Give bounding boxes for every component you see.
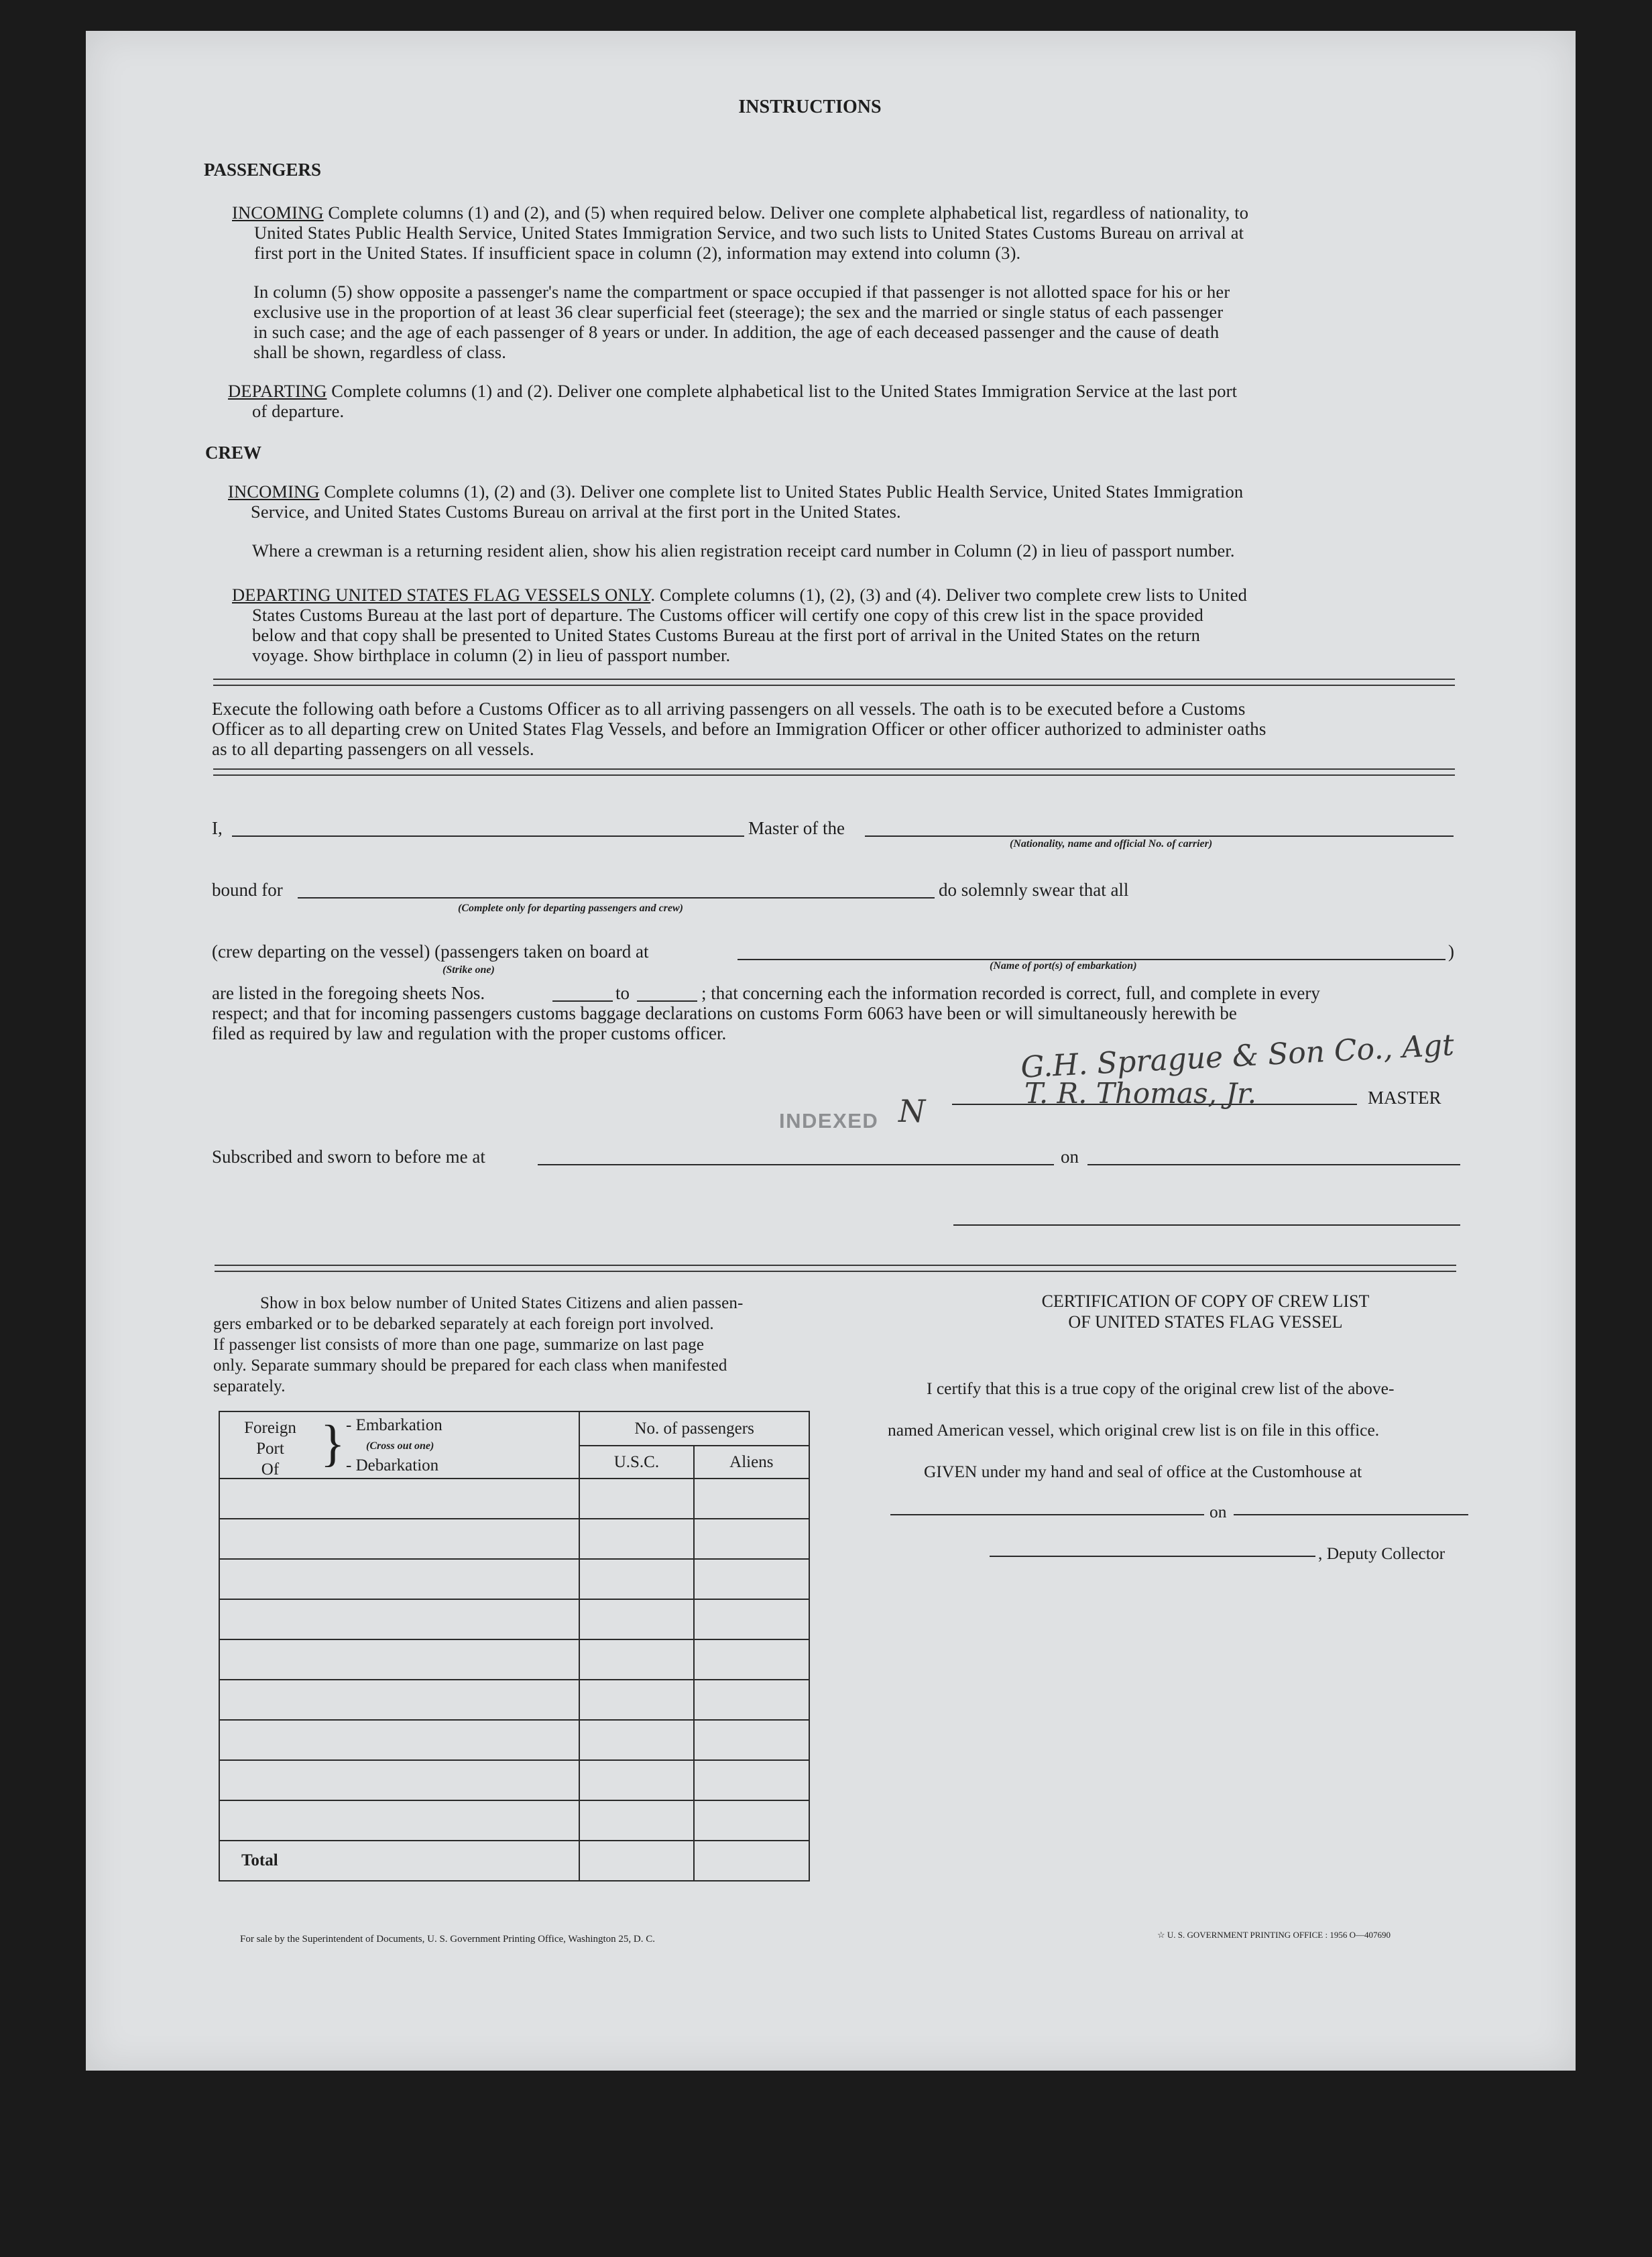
foreign-label: Foreign — [244, 1419, 296, 1437]
usc-cell[interactable] — [579, 1760, 693, 1800]
deputy-signature-field[interactable] — [990, 1556, 1315, 1557]
divider — [213, 768, 1455, 776]
indexed-stamp: INDEXED — [779, 1109, 879, 1133]
form-page — [86, 31, 1576, 2071]
footer-right: ☆ U. S. GOVERNMENT PRINTING OFFICE : 1956 O—407690 — [1157, 1930, 1391, 1940]
bound-for-label: bound for — [212, 880, 283, 900]
sworn-date-field[interactable] — [1087, 1164, 1460, 1165]
passengers-incoming-block — [232, 202, 1248, 263]
sworn-on-label: on — [1061, 1147, 1079, 1167]
passenger-summary-table — [219, 1411, 810, 1882]
aliens-cell[interactable] — [694, 1599, 809, 1639]
port-cell[interactable] — [219, 1639, 579, 1680]
customhouse-field[interactable] — [890, 1514, 1204, 1515]
master-signature: T. R. Thomas, Jr. — [1024, 1077, 1256, 1110]
aliens-cell[interactable] — [694, 1639, 809, 1680]
port-cell[interactable] — [219, 1519, 579, 1559]
aliens-cell[interactable] — [694, 1519, 809, 1559]
crew-incoming-label: INCOMING — [228, 481, 320, 502]
cross-out-caption: (Cross out one) — [366, 1440, 434, 1452]
aliens-total-cell[interactable] — [694, 1841, 809, 1881]
bound-for-field[interactable] — [298, 897, 935, 899]
passengers-departing-line: of departure. — [252, 401, 345, 421]
total-row — [219, 1841, 809, 1881]
usc-total-cell[interactable] — [579, 1841, 693, 1881]
port-header-cell — [219, 1411, 579, 1479]
respect-line: respect; and that for incoming passengers customs baggage declarations on customs Form 6063 have been or will simultaneously herewith be — [212, 1003, 1237, 1023]
usc-cell[interactable] — [579, 1559, 693, 1599]
usc-cell[interactable] — [579, 1720, 693, 1760]
oath-instructions — [212, 699, 1266, 759]
port-cell[interactable] — [219, 1559, 579, 1599]
carrier-field[interactable] — [865, 835, 1454, 837]
indexed-mark: N — [898, 1093, 926, 1129]
crew-departing-text: (crew departing on the vessel) (passengers taken on board at — [212, 941, 649, 962]
port-cell[interactable] — [219, 1760, 579, 1800]
crew-incoming-line: Service, and United States Customs Bureau on arrival at the first port in the United States. — [251, 502, 901, 522]
filed-line: filed as required by law and regulation with the proper customs officer. — [212, 1023, 727, 1043]
swear-text: do solemnly swear that all — [939, 880, 1129, 900]
summary-line: If passenger list consists of more than one page, summarize on last page — [213, 1336, 705, 1354]
aliens-cell[interactable] — [694, 1680, 809, 1720]
close-paren: ) — [1448, 941, 1454, 962]
nationality-caption: (Nationality, name and official No. of carrier) — [1010, 838, 1213, 850]
summary-line: Show in box below number of United States Citizens and alien passen- — [260, 1294, 744, 1312]
usc-cell[interactable] — [579, 1599, 693, 1639]
sheet-from-field[interactable] — [552, 1000, 613, 1002]
oath-instructions-line: Execute the following oath before a Customs Officer as to all arriving passengers on all vessels. The oath is to be executed before a Customs — [212, 699, 1246, 719]
passengers-incoming-label: INCOMING — [232, 202, 324, 223]
table-row — [219, 1559, 809, 1599]
no-passengers-header: No. of passengers — [579, 1411, 809, 1446]
master-of-the-label: Master of the — [748, 818, 845, 838]
foreign-port-of — [220, 1417, 320, 1480]
listed-text-a: are listed in the foregoing sheets Nos. — [212, 983, 485, 1003]
port-cell[interactable] — [219, 1599, 579, 1639]
aliens-cell[interactable] — [694, 1720, 809, 1760]
crew-departing-line: States Customs Bureau at the last port of departure. The Customs officer will certify one copy of this crew list in the space provided — [252, 605, 1203, 625]
table-row — [219, 1760, 809, 1800]
table-row — [219, 1720, 809, 1760]
port-cell[interactable] — [219, 1479, 579, 1519]
oath-i-label: I, — [212, 818, 223, 838]
certification-body-3: GIVEN under my hand and seal of office at the Customhouse at — [924, 1462, 1362, 1481]
column5-line: In column (5) show opposite a passenger's name the compartment or space occupied if that passenger is not allotted space for his or her — [253, 282, 1230, 302]
master-label: MASTER — [1368, 1088, 1441, 1108]
port-label: Port — [256, 1440, 284, 1458]
column5-block — [253, 282, 1230, 362]
crew-heading: CREW — [205, 443, 262, 463]
master-name-field[interactable] — [232, 835, 744, 837]
divider — [215, 1265, 1456, 1272]
oath-instructions-line: Officer as to all departing crew on United States Flag Vessels, and before an Immigration Officer or other officer authorized to administer oaths — [212, 719, 1266, 739]
table-row — [219, 1519, 809, 1559]
port-cell[interactable] — [219, 1680, 579, 1720]
crew-incoming-line: Complete columns (1), (2) and (3). Deliver one complete list to United States Public Health Service, United States Immigration — [319, 481, 1244, 502]
strike-caption: (Strike one) — [442, 964, 495, 976]
port-cell[interactable] — [219, 1800, 579, 1841]
oath-instructions-line: as to all departing passengers on all vessels. — [212, 739, 534, 759]
aliens-header: Aliens — [694, 1446, 809, 1479]
crew-departing-label: DEPARTING UNITED STATES FLAG VESSELS ONLY — [232, 585, 651, 605]
page-title: INSTRUCTIONS — [738, 97, 882, 117]
certification-title-2: OF UNITED STATES FLAG VESSEL — [1068, 1312, 1343, 1332]
usc-cell[interactable] — [579, 1479, 693, 1519]
of-label: Of — [261, 1460, 280, 1479]
summary-line: separately. — [213, 1377, 286, 1395]
crew-departing-line: . Complete columns (1), (2), (3) and (4). Deliver two complete crew lists to United — [650, 585, 1247, 605]
embarkation-label: - Embarkation — [346, 1416, 442, 1434]
aliens-cell[interactable] — [694, 1479, 809, 1519]
debarkation-label: - Debarkation — [346, 1456, 439, 1474]
ports-caption: (Name of port(s) of embarkation) — [990, 960, 1137, 972]
footer-left: For sale by the Superintendent of Documents, U. S. Government Printing Office, Washington 25, D. C. — [240, 1934, 655, 1945]
aliens-cell[interactable] — [694, 1559, 809, 1599]
listed-text-b: ; that concerning each the information recorded is correct, full, and complete in every — [701, 983, 1320, 1003]
passengers-incoming-line: Complete columns (1) and (2), and (5) when required below. Deliver one complete alphabetical list, regardless of nationality, to — [323, 202, 1249, 223]
passengers-departing-block — [228, 381, 1237, 421]
usc-cell[interactable] — [579, 1800, 693, 1841]
divider — [213, 679, 1455, 686]
column5-line: shall be shown, regardless of class. — [253, 342, 507, 362]
officer-signature-field[interactable] — [953, 1224, 1460, 1226]
summary-line: only. Separate summary should be prepared for each class when manifested — [213, 1356, 727, 1375]
listed-to: to — [615, 983, 630, 1003]
port-cell[interactable] — [219, 1720, 579, 1760]
certification-body-1: I certify that this is a true copy of the original crew list of the above- — [927, 1379, 1395, 1398]
deputy-collector-label: , Deputy Collector — [1318, 1544, 1446, 1563]
passengers-incoming-line: United States Public Health Service, United States Immigration Service, and two such lists to United States Customs Bureau on arrival at — [254, 223, 1244, 243]
subscribed-label: Subscribed and sworn to before me at — [212, 1147, 485, 1167]
brace-icon: } — [320, 1415, 345, 1472]
crew-departing-line: below and that copy shall be presented to United States Customs Bureau at the first port of arrival in the United States on the return — [252, 625, 1200, 645]
certification-title-1: CERTIFICATION OF COPY OF CREW LIST — [1041, 1291, 1370, 1311]
table-row — [219, 1639, 809, 1680]
passengers-departing-label: DEPARTING — [228, 381, 327, 401]
crew-departing-line: voyage. Show birthplace in column (2) in lieu of passport number. — [252, 645, 731, 665]
crew-resident-alien: Where a crewman is a returning resident alien, show his alien registration receipt card number in Column (2) in lieu of passport number. — [252, 540, 1235, 561]
passengers-heading: PASSENGERS — [204, 160, 322, 180]
crew-departing-block — [232, 585, 1247, 665]
usc-cell[interactable] — [579, 1639, 693, 1680]
total-label: Total — [219, 1841, 579, 1881]
passengers-incoming-line: first port in the United States. If insufficient space in column (2), information may extend into column (3). — [254, 243, 1021, 263]
passengers-departing-line: Complete columns (1) and (2). Deliver one complete alphabetical list to the United States Immigration Service at the last port — [327, 381, 1238, 401]
usc-header: U.S.C. — [579, 1446, 693, 1479]
usc-cell[interactable] — [579, 1680, 693, 1720]
summary-line: gers embarked or to be debarked separately at each foreign port involved. — [213, 1315, 714, 1333]
table-row — [219, 1800, 809, 1841]
aliens-cell[interactable] — [694, 1760, 809, 1800]
summary-instructions — [213, 1293, 744, 1397]
column5-line: exclusive use in the proportion of at least 36 clear superficial feet (steerage); the sex and the married or single status of each passenger — [253, 302, 1224, 322]
usc-cell[interactable] — [579, 1519, 693, 1559]
certification-body-2: named American vessel, which original crew list is on file in this office. — [888, 1420, 1380, 1440]
crew-incoming-block — [228, 481, 1243, 522]
agent-signature: G.H. Sprague & Son Co., Agt — [1020, 1028, 1455, 1085]
aliens-cell[interactable] — [694, 1800, 809, 1841]
table-row — [219, 1479, 809, 1519]
certification-date-field[interactable] — [1234, 1514, 1468, 1515]
column5-line: in such case; and the age of each passenger of 8 years or under. In addition, the age of each deceased passenger and the cause of death — [253, 322, 1220, 342]
sworn-place-field[interactable] — [538, 1164, 1054, 1165]
certification-on-label: on — [1210, 1502, 1227, 1521]
complete-caption: (Complete only for departing passengers and crew) — [458, 903, 683, 914]
sheet-to-field[interactable] — [637, 1000, 697, 1002]
table-row — [219, 1599, 809, 1639]
table-row — [219, 1680, 809, 1720]
